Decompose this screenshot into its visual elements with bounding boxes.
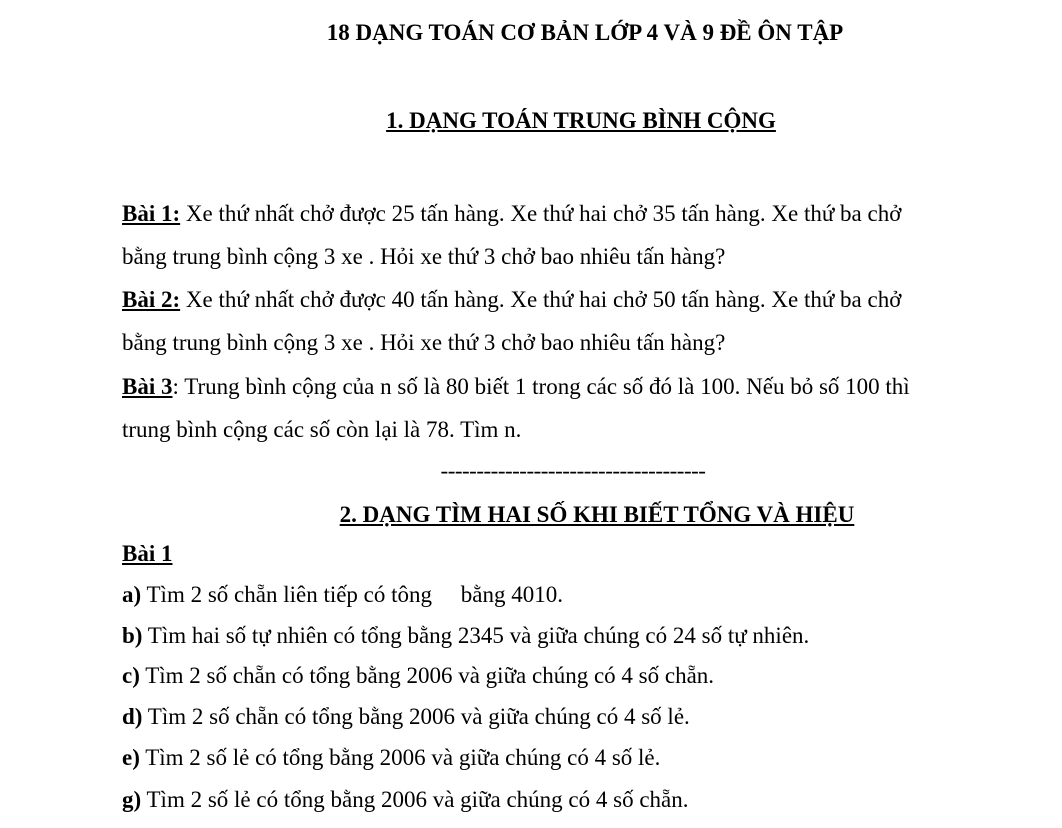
section-heading-sum-difference: 2. DẠNG TÌM HAI SỐ KHI BIẾT TỔNG VÀ HIỆU (339, 502, 855, 527)
list-item-g-text: Tìm 2 số lẻ có tổng bằng 2006 và giữa chúng có 4 số chẵn. (141, 787, 689, 812)
exercise-3-label: Bài 3 (122, 374, 173, 399)
document-title: 18 DẠNG TOÁN CƠ BẢN LỚP 4 VÀ 9 ĐỀ ÔN TẬP (326, 20, 844, 45)
list-item-d-text: Tìm 2 số chẵn có tổng bằng 2006 và giữa chúng có 4 số lẻ. (142, 704, 690, 729)
section-heading-average: 1. DẠNG TOÁN TRUNG BÌNH CỘNG (386, 108, 776, 133)
list-item-c-key: c) (122, 663, 140, 688)
exercise-2-line1: Xe thứ nhất chở được 40 tấn hàng. Xe thứ hai chở 50 tấn hàng. Xe thứ ba chở (180, 287, 902, 312)
list-item-b-text: Tìm hai số tự nhiên có tổng bằng 2345 và giữa chúng có 24 số tự nhiên. (142, 623, 810, 648)
exercise-1-line2: bằng trung bình cộng 3 xe . Hỏi xe thứ 3 chở bao nhiêu tấn hàng? (122, 244, 726, 269)
list-item-c (122, 661, 714, 691)
list-item-g (122, 785, 689, 815)
exercise-2-line2: bằng trung bình cộng 3 xe . Hỏi xe thứ 3 chở bao nhiêu tấn hàng? (122, 330, 726, 355)
list-item-d (122, 702, 690, 732)
section-divider: ------------------------------------- (440, 458, 706, 483)
list-item-b-key: b) (122, 623, 143, 648)
section2-exercise-label: Bài 1 (122, 541, 173, 566)
exercise-3 (122, 365, 1002, 451)
exercise-3-line1: : Trung bình cộng của n số là 80 biết 1 trong các số đó là 100. Nếu bỏ số 100 thì (172, 374, 910, 399)
list-item-a-text: Tìm 2 số chẵn liên tiếp có tông bằng 4010. (141, 582, 563, 607)
list-item-e-text: Tìm 2 số lẻ có tổng bằng 2006 và giữa chúng có 4 số lẻ. (139, 745, 661, 770)
exercise-3-line2: trung bình cộng các số còn lại là 78. Tìm n. (122, 417, 522, 442)
exercise-1 (122, 192, 1002, 278)
list-item-a-key: a) (122, 582, 142, 607)
list-item-b (122, 621, 809, 651)
list-item-e-key: e) (122, 745, 140, 770)
list-item-e (122, 743, 660, 773)
list-item-g-key: g) (122, 787, 142, 812)
exercise-2-label: Bài 2: (122, 287, 181, 312)
list-item-d-key: d) (122, 704, 143, 729)
exercise-2 (122, 278, 1002, 364)
list-item-c-text: Tìm 2 số chẵn có tổng bằng 2006 và giữa chúng có 4 số chẵn. (139, 663, 715, 688)
exercise-1-line1: Xe thứ nhất chở được 25 tấn hàng. Xe thứ hai chở 35 tấn hàng. Xe thứ ba chở (180, 201, 902, 226)
list-item-a (122, 580, 563, 610)
exercise-1-label: Bài 1: (122, 201, 181, 226)
